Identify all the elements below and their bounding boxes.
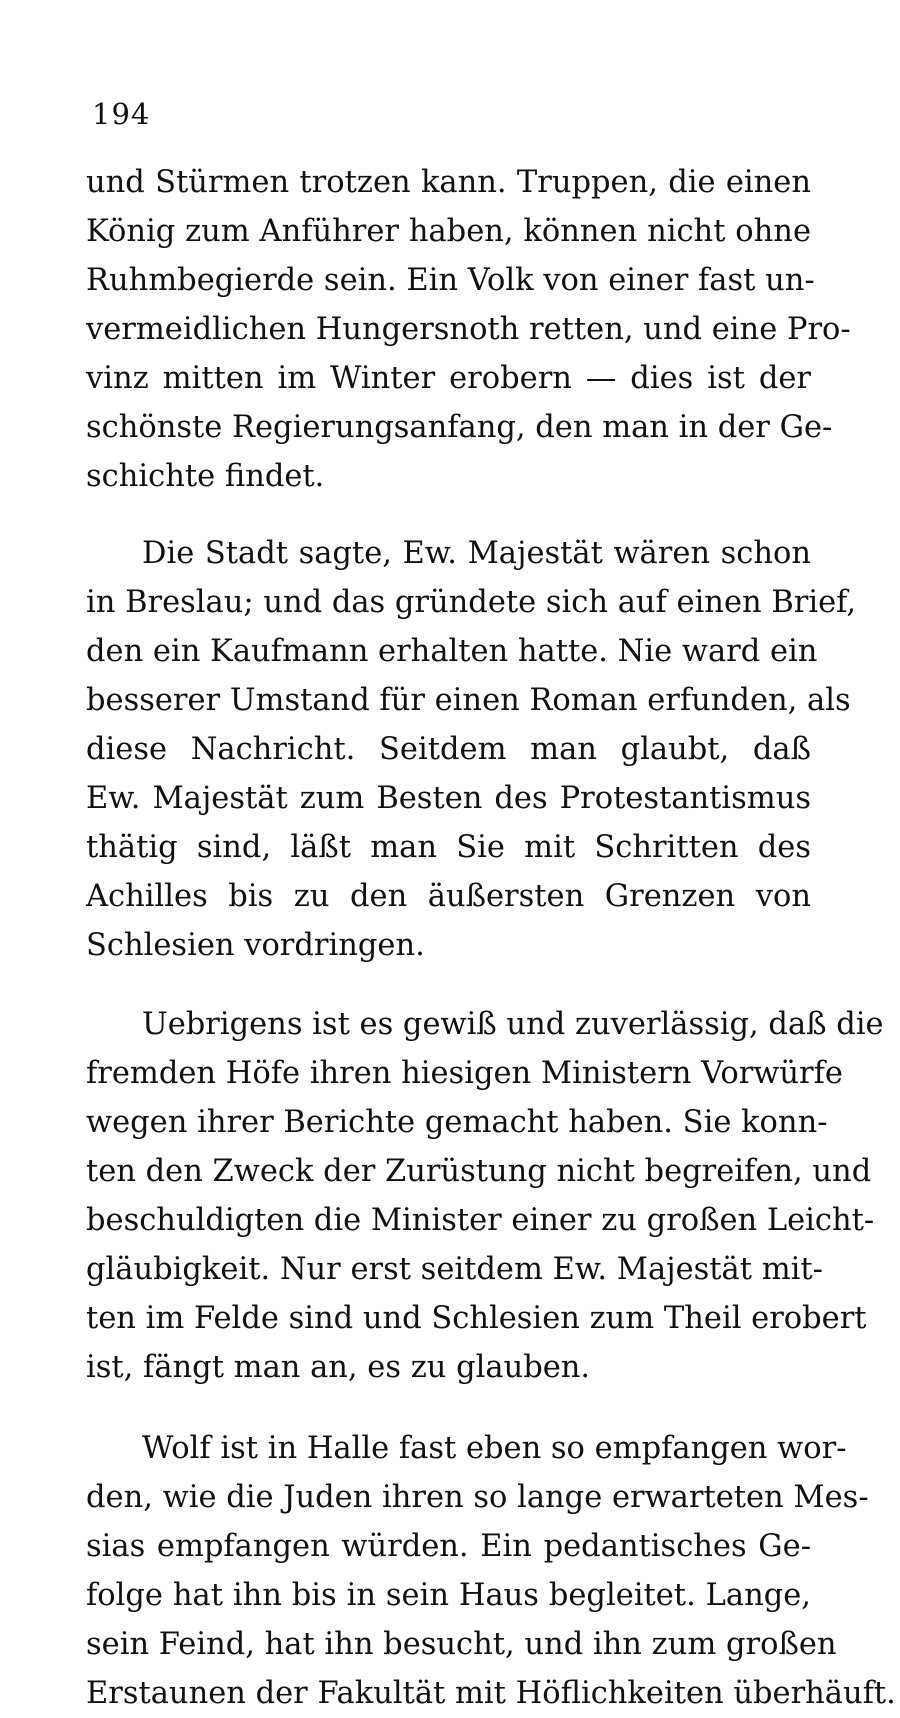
text-line: schönste Regierungsanfang, den man in der Ge- (86, 410, 833, 445)
text-line: Achilles bis zu den äußersten Grenzen von (86, 879, 811, 914)
text-line: besserer Umstand für einen Roman erfunden, als (86, 683, 851, 718)
text-line: vinz mitten im Winter erobern — dies ist der (86, 361, 811, 396)
text-line: und Stürmen trotzen kann. Truppen, die einen (86, 165, 811, 200)
text-line: den ein Kaufmann erhalten hatte. Nie ward ein (86, 634, 818, 669)
text-line: Uebrigens ist es gewiß und zuverlässig, daß die (142, 1007, 884, 1042)
page-text (86, 158, 896, 1718)
paragraph-4 (86, 1424, 896, 1718)
text-line: in Breslau; und das gründete sich auf einen Brief, (86, 585, 857, 620)
text-line: vermeidlichen Hungersnoth retten, und eine Pro- (86, 312, 851, 347)
text-line: sias empfangen würden. Ein pedantisches Ge- (86, 1529, 811, 1564)
text-line: Erstaunen der Fakultät mit Höflichkeiten überhäuft. (86, 1676, 896, 1711)
text-line: folge hat ihn bis in sein Haus begleitet. Lange, (86, 1578, 811, 1613)
text-line: beschuldigten die Minister einer zu großen Leicht- (86, 1203, 875, 1238)
text-line: fremden Höfe ihren hiesigen Ministern Vorwürfe (86, 1056, 843, 1091)
text-line: Ruhmbegierde sein. Ein Volk von einer fast un- (86, 263, 815, 298)
text-line: gläubigkeit. Nur erst seitdem Ew. Majestät mit- (86, 1252, 823, 1287)
text-line: Wolf ist in Halle fast eben so empfangen wor- (142, 1431, 847, 1466)
paragraph-1 (86, 158, 851, 501)
text-line: Die Stadt sagte, Ew. Majestät wären schon (142, 536, 811, 571)
text-line: ten im Felde sind und Schlesien zum Theil erobert (86, 1301, 867, 1336)
text-line: thätig sind, läßt man Sie mit Schritten des (86, 830, 811, 865)
text-line: ist, fängt man an, es zu glauben. (86, 1350, 591, 1385)
text-line: König zum Anführer haben, können nicht ohne (86, 214, 811, 249)
text-line: ten den Zweck der Zurüstung nicht begreifen, und (86, 1154, 872, 1189)
text-line: sein Feind, hat ihn besucht, und ihn zum großen (86, 1627, 837, 1662)
paragraph-2 (86, 529, 857, 970)
text-line: Ew. Majestät zum Besten des Protestantismus (86, 781, 811, 816)
text-line: Schlesien vordringen. (86, 928, 425, 963)
paragraph-3 (86, 1000, 884, 1392)
text-line: den, wie die Juden ihren so lange erwarteten Mes- (86, 1480, 869, 1515)
text-line: wegen ihrer Berichte gemacht haben. Sie konn- (86, 1105, 828, 1140)
text-line: diese Nachricht. Seitdem man glaubt, daß (86, 732, 811, 767)
text-line: schichte findet. (86, 459, 325, 494)
page-number: 194 (92, 97, 151, 131)
